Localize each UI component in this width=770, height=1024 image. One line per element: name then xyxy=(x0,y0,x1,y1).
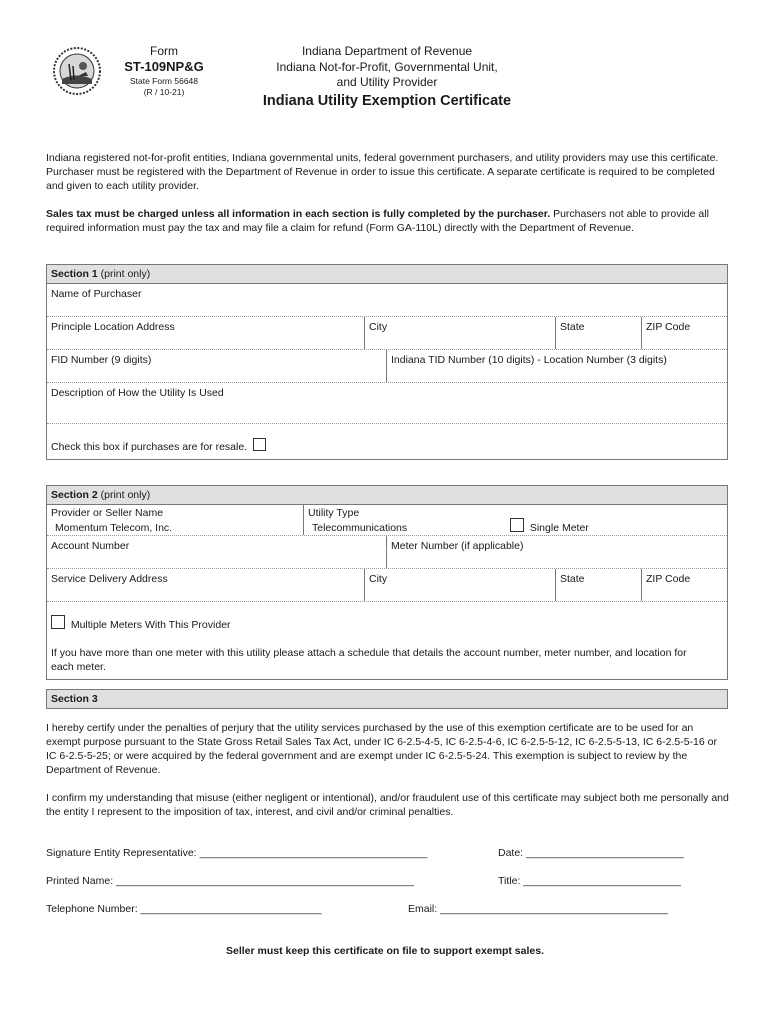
signature-field[interactable]: Signature Entity Representative: _______________________________________ xyxy=(46,847,428,859)
resale-text: Check this box if purchases are for resale. xyxy=(51,441,248,453)
dept-line-1: Indiana Department of Revenue xyxy=(301,44,473,58)
provider-name-label: Provider or Seller Name xyxy=(51,507,164,519)
warning-rest-text: Purchasers not able to provide all required information must pay the tax and may file a claim for refund (Form GA-110L) directly with the Department of Revenue. xyxy=(46,208,709,234)
dept-line-2: Indiana Not-for-Profit, Governmental Unit, xyxy=(276,59,498,74)
multiple-meters-note: If you have more than one meter with this utility please attach a schedule that details the account number, meter number, and location for each meter. xyxy=(51,647,687,673)
service-zip-label: ZIP Code xyxy=(646,573,691,585)
utility-type-field[interactable] xyxy=(303,505,728,535)
section-3-title: Section 3 xyxy=(51,693,98,705)
sales-tax-warning xyxy=(46,207,730,235)
state-field[interactable] xyxy=(555,317,641,349)
state-label: State xyxy=(560,321,585,333)
account-row xyxy=(47,536,727,569)
principal-address-row xyxy=(47,317,727,350)
principal-address-field[interactable] xyxy=(47,317,363,349)
service-address-row xyxy=(47,569,727,602)
footer-notice: Seller must keep this certificate on file to support exempt sales. xyxy=(225,945,544,957)
zip-field[interactable] xyxy=(641,317,728,349)
section-3 xyxy=(46,689,728,709)
multiple-meters-label: Multiple Meters With This Provider xyxy=(70,619,231,631)
service-address-field[interactable] xyxy=(47,569,363,601)
warning-bold-text: Sales tax must be charged unless all information in each section is fully completed by the purchaser. xyxy=(46,208,551,220)
department-heading xyxy=(232,44,542,91)
service-state-field[interactable] xyxy=(555,569,641,601)
principal-address-label: Principle Location Address xyxy=(51,321,175,333)
meter-number-field[interactable] xyxy=(386,536,728,568)
section-1-heading xyxy=(47,265,727,284)
fid-label: FID Number (9 digits) xyxy=(51,354,152,366)
section-1-title: Section 1 xyxy=(51,268,98,280)
tid-field[interactable] xyxy=(386,350,728,382)
form-number: ST-109NP&G xyxy=(124,59,204,74)
form-label: Form xyxy=(150,44,178,58)
dept-line-3: and Utility Provider xyxy=(336,75,438,89)
service-state-label: State xyxy=(560,573,585,585)
section-2-note: (print only) xyxy=(97,489,151,501)
resale-checkbox[interactable] xyxy=(253,438,266,451)
service-zip-field[interactable] xyxy=(641,569,728,601)
utility-use-label: Description of How the Utility Is Used xyxy=(51,387,224,399)
section-1 xyxy=(46,264,728,460)
indiana-state-seal-icon xyxy=(52,46,102,96)
single-meter-checkbox[interactable] xyxy=(510,518,524,532)
intro-paragraph: Indiana registered not-for-profit entities, Indiana governmental units, federal government purchasers, and utility providers may use this certificate. Purchaser must be registered with the Department of Revenue in order to issue this certificate. A separate certificate is required to be completed and given to each utility provider. xyxy=(46,152,719,192)
account-number-label: Account Number xyxy=(51,540,130,552)
form-revision: (R / 10-21) xyxy=(143,87,185,97)
tid-label: Indiana TID Number (10 digits) - Location Number (3 digits) xyxy=(391,354,667,366)
section-3-heading xyxy=(47,690,727,708)
single-meter-option xyxy=(510,518,589,534)
city-field[interactable] xyxy=(364,317,555,349)
form-identifier xyxy=(108,44,220,97)
service-address-label: Service Delivery Address xyxy=(51,573,168,585)
utility-type-label: Utility Type xyxy=(308,507,360,519)
confirmation-text: I confirm my understanding that misuse (either negligent or intentional), and/or fraudulent use of this certificate may subject both me personally and the entity I represent to the imposition of tax, interest, and civil and/or criminal penalties. xyxy=(46,792,729,818)
fid-field[interactable] xyxy=(47,350,385,382)
section-1-note: (print only) xyxy=(97,268,151,280)
city-label: City xyxy=(369,321,388,333)
provider-name-field[interactable] xyxy=(47,505,302,535)
purchaser-name-label: Name of Purchaser xyxy=(51,288,142,300)
purchaser-name-field[interactable] xyxy=(47,284,727,317)
section-2 xyxy=(46,485,728,680)
account-number-field[interactable] xyxy=(47,536,385,568)
utility-use-description-field[interactable] xyxy=(47,383,727,424)
tax-id-row xyxy=(47,350,727,383)
telephone-field[interactable]: Telephone Number: _______________________________ xyxy=(46,903,322,915)
resale-row xyxy=(47,424,727,458)
section-2-heading xyxy=(47,486,727,505)
multiple-meters-checkbox[interactable] xyxy=(51,615,65,629)
multiple-meters-option xyxy=(51,615,231,631)
provider-row xyxy=(47,505,727,536)
date-field[interactable]: Date: ___________________________ xyxy=(498,847,684,859)
section-2-title: Section 2 xyxy=(51,489,98,501)
page-title: Indiana Utility Exemption Certificate xyxy=(262,93,512,109)
provider-name-value: Momentum Telecom, Inc. xyxy=(55,522,173,534)
resale-label xyxy=(51,438,266,453)
zip-label: ZIP Code xyxy=(646,321,691,333)
multiple-meters-row xyxy=(47,602,727,678)
meter-number-label: Meter Number (if applicable) xyxy=(391,540,524,552)
single-meter-label: Single Meter xyxy=(529,522,589,534)
email-field[interactable]: Email: _______________________________________ xyxy=(408,903,668,915)
title-field[interactable]: Title: ___________________________ xyxy=(498,875,681,887)
utility-type-value: Telecommunications xyxy=(312,522,408,534)
certification-text: I hereby certify under the penalties of perjury that the utility services purchased by the use of this exemption certificate are to be used for an exempt purpose pursuant to the State Gross Retail Sales Tax Act, under IC 6-2.5-4-5, IC 6-2.5-4-6, IC 6-2.5-5-12, IC 6-2.5-5-13, IC 6-2.5-5-16 or IC 6-2.5-5-25; or were acquired by the federal government and are exempt under IC 6-2.5-5-24. This exemption is subject to review by the Department of Revenue. xyxy=(46,722,717,776)
state-form-number: State Form 56648 xyxy=(129,76,199,86)
service-city-label: City xyxy=(369,573,388,585)
service-city-field[interactable] xyxy=(364,569,555,601)
printed-name-field[interactable]: Printed Name: ___________________________________________________ xyxy=(46,875,414,887)
